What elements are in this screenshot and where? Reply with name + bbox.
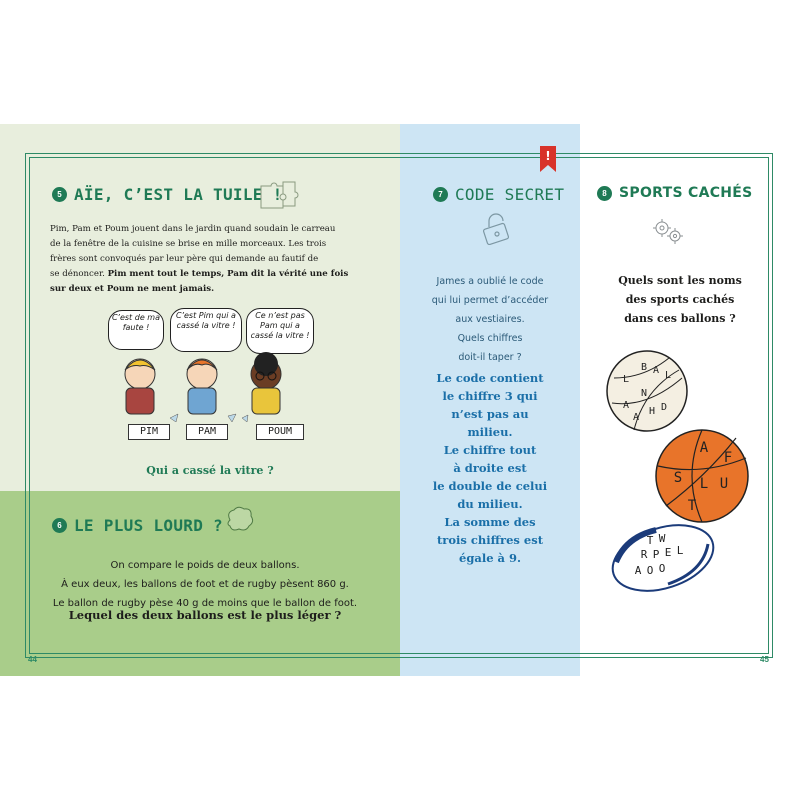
volleyball-illustration	[604, 348, 690, 434]
text-line: On compare le poids de deux ballons.	[110, 560, 300, 571]
intro-line: James a oublié le code	[436, 276, 544, 287]
basketball-letter: U	[719, 476, 729, 492]
volleyball-letter: A	[632, 412, 640, 423]
speech-bubble-pam: C’est Pim qui a cassé la vitre !	[170, 308, 242, 352]
rugby-letter: E	[664, 546, 672, 559]
clue-line: n’est pas au	[451, 407, 529, 421]
volleyball-letter: D	[660, 402, 668, 413]
rugby-letter: R	[640, 548, 648, 561]
speech-bubble-poum: Ce n’est pas Pam qui a cassé la vitre !	[246, 308, 314, 354]
section-7-title: CODE SECRET	[455, 185, 565, 204]
section-5-number: 5	[52, 187, 67, 202]
clue-line: égale à 9.	[459, 551, 521, 565]
intro-line: Quels chiffres	[457, 333, 523, 344]
section-8-number: 8	[597, 186, 612, 201]
para-bold-line: Pim ment tout le temps, Pam dit la vérité une fois	[107, 269, 349, 279]
clue-line: à droite est	[453, 461, 527, 475]
section-6-number: 6	[52, 518, 67, 533]
section-6-question: Lequel des deux ballons est le plus léger ?	[68, 608, 342, 622]
para-line: de la fenêtre de la cuisine se brise en mille morceaux. Les trois	[50, 239, 327, 249]
rugby-letter: T	[646, 534, 654, 547]
question-line: Quels sont les noms	[618, 274, 742, 287]
intro-line: aux vestiaires.	[455, 314, 525, 325]
intro-line: doit-il taper ?	[458, 352, 522, 363]
puzzle-icon	[258, 178, 300, 210]
section-8-header	[597, 185, 753, 201]
section-6-title: LE PLUS LOURD ?	[74, 516, 223, 535]
volleyball-letter: A	[622, 400, 630, 411]
rugby-ball-illustration	[608, 522, 718, 594]
rugby-letter: O	[658, 562, 666, 575]
clue-line: milieu.	[467, 425, 513, 439]
basketball-letter: L	[699, 476, 709, 492]
para-line: se dénoncer.	[50, 269, 105, 279]
intro-line: qui lui permet d’accéder	[431, 295, 549, 306]
text-line: À eux deux, les ballons de foot et de rugby pèsent 860 g.	[61, 579, 349, 590]
basketball-letter: S	[673, 470, 683, 486]
basketball-letter: T	[687, 498, 697, 514]
speech-bubble-pim: C’est de ma faute !	[108, 310, 164, 350]
section-8-question	[590, 271, 770, 328]
volleyball-letter: L	[664, 370, 672, 381]
question-line: dans ces ballons ?	[624, 312, 736, 325]
name-card-poum: POUM	[256, 424, 304, 440]
name-card-pim: PIM	[128, 424, 170, 440]
para-line: frères sont convoqués par leur père qui demande au fautif de	[50, 254, 319, 264]
section-7-clues	[410, 369, 570, 567]
volleyball-letter: H	[648, 406, 656, 417]
rugby-letter: A	[634, 564, 642, 577]
svg-text:!: !	[545, 149, 551, 163]
exclamation-tag-icon	[538, 146, 558, 172]
clue-line: La somme des	[444, 515, 536, 529]
clue-line: Le chiffre tout	[443, 443, 537, 457]
section-5-paragraph	[50, 222, 370, 297]
section-7-number: 7	[433, 187, 448, 202]
clue-line: Le code contient	[436, 371, 544, 385]
basketball-letter: F	[723, 450, 733, 466]
volleyball-letter: A	[652, 365, 660, 376]
rugby-letter: O	[646, 564, 654, 577]
para-line: Pim, Pam et Poum jouent dans le jardin quand soudain le carreau	[50, 224, 336, 234]
volleyball-letter: N	[640, 388, 648, 399]
clue-line: du milieu.	[457, 497, 523, 511]
para-bold-line: sur deux et Poum ne ment jamais.	[50, 284, 215, 294]
section-8-title: SPORTS CACHÉS	[619, 185, 753, 201]
section-6-text	[40, 556, 370, 613]
rugby-letter: L	[676, 544, 684, 557]
section-5-question: Qui a cassé la vitre ?	[146, 464, 274, 477]
page-number-right: 45	[760, 655, 769, 664]
volleyball-letter: B	[640, 362, 648, 373]
clue-line: le chiffre 3 qui	[442, 389, 538, 403]
name-card-pam: PAM	[186, 424, 228, 440]
rugby-letter: W	[658, 532, 666, 545]
brain-icon	[224, 506, 254, 534]
three-kids-illustration	[110, 352, 300, 422]
page-number-left: 44	[28, 655, 37, 664]
basketball-illustration	[652, 426, 752, 526]
rugby-letter: P	[652, 548, 660, 561]
gears-icon	[650, 216, 686, 246]
volleyball-letter: L	[622, 374, 630, 385]
section-5-header	[52, 185, 283, 204]
section-5-title: AÏE, C’EST LA TUILE !	[74, 185, 283, 204]
basketball-letter: A	[699, 440, 709, 456]
section-7-intro	[410, 272, 570, 367]
question-line: des sports cachés	[625, 293, 735, 306]
clue-line: le double de celui	[432, 479, 548, 493]
padlock-icon	[480, 211, 512, 245]
section-7-header	[433, 185, 564, 204]
clue-line: trois chiffres est	[436, 533, 543, 547]
text-line: Le ballon de rugby pèse 40 g de moins que le ballon de foot.	[52, 598, 358, 609]
section-6-header	[52, 516, 223, 535]
book-spread	[0, 124, 800, 676]
